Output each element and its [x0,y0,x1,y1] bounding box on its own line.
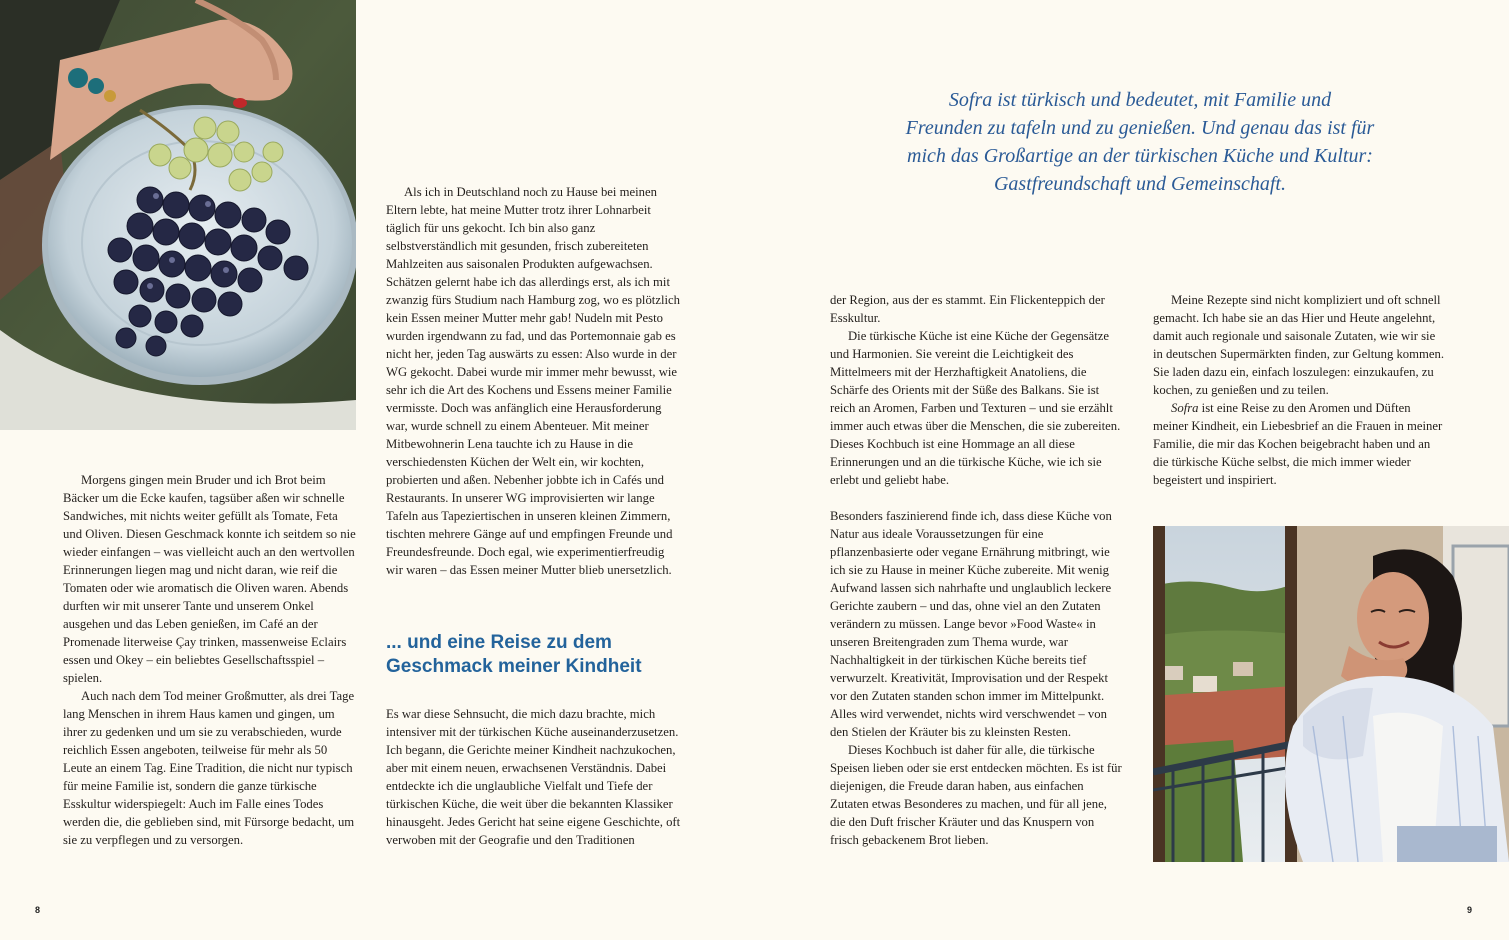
subheading [386,631,686,679]
quote-line: mich das Großartige an der türkischen Küche und Kultur: [907,145,1373,167]
paragraph: Meine Rezepte sind nicht kompliziert und oft schnell gemacht. Ich habe sie an das Hier und Heute angelehnt, damit auch regionale und saisonale Zutaten, wie wir sie in deutschen Supermärkten finden, zur Geltung kommen. Sie laden dazu ein, einfach loszulegen: einzukaufen, zu kochen, zu genießen und zu teilen. [1153,293,1445,397]
paragraph: Dieses Kochbuch ist daher für alle, die türkische Speisen lieben oder sie erst entdecken möchten. Es ist für diejenigen, die Freude daran haben, aus einfachen Zutaten etwas Besonderes zu machen, und für all jene, die den Duft frischer Kräuter und das Knuspern von frisch gebackenem Brot lieben. [830,743,1122,847]
subheading-line: Geschmack meiner Kindheit [386,656,642,677]
paragraph: Auch nach dem Tod meiner Großmutter, als drei Tage lang Menschen in ihrem Haus kamen und gingen, um ihrer zu gedenken und um sie zu verabschieden, wurde reichlich Essen angeboten, teilweise für mehr als 50 Leute an einem Tag. Eine Tradition, die nicht nur typisch für meine Familie ist, sondern die ganze türkische Esskultur widerspiegelt: Auch im Falle eines Todes werden die, die geblieben sind, mit Fürsorge bedacht, um sie zu verpflegen und zu versorgen. [63,689,355,847]
sofra-italic: Sofra [1171,401,1199,415]
quote-line: Freunden zu tafeln und zu genießen. Und genau das ist für [905,117,1375,139]
paragraph: Es war diese Sehnsucht, die mich dazu brachte, mich intensiver mit der türkischen Küche auseinanderzusetzen. Ich begann, die Gerichte meiner Kindheit nachzukochen, aber mit einem neuen, erwachsenen Verständnis. Dabei entdeckte ich die unglaubliche Vielfalt und Tiefe der türkischen Küche, die weit über die bekannten Klassiker hinausgeht. Jedes Gericht hat seine eigene Geschichte, oft verwoben mit der Geografie und den Traditionen [386,707,681,847]
left-column-2-bottom [386,705,681,849]
page-number-left: 8 [35,905,41,915]
paragraph: Als ich in Deutschland noch zu Hause bei meinen Eltern lebte, hat meine Mutter trotz ihrer Lohnarbeit täglich für uns gekocht. Ich bin also ganz selbstverständlich mit gesunden, frisch zubereiteten Mahlzeiten aus saisonalen Produkten aufgewachsen. Schätzen gelernt habe ich das allerdings erst, als ich mit zwanzig fürs Studium nach Hamburg zog, wo es plötzlich kein Essen meiner Mutter mehr gab! Nudeln mit Pesto wurden irgendwann zu fad, und das Portemonnaie gab es nicht her, jeden Tag auswärts zu essen: Also wurde in der WG gekocht. Dabei wurde mir immer mehr bewusst, wie sehr ich die Art des Kochens und Essens meiner Familie vermisste. Doch was anfänglich eine Herausforderung war, wurde schnell zu einem Abenteuer. Mit meiner Mitbewohnerin Lena tauchte ich zu Hause in die verschiedensten Küchen der Welt ein, wir kochten, probierten und aßen. Nebenher jobbte ich in Cafés und Restaurants. In unserer WG improvisierten wir lange Tafeln aus Tapeziertischen in unseren kleinen Zimmern, tischten mehrere Gänge auf und empfingen Freunde und Freundesfreunde. Doch egal, wie experimentierfreudig wir waren – das Essen meiner Mutter blieb unersetzlich. [386,185,680,577]
subheading-line: ... und eine Reise zu dem [386,632,612,653]
paragraph: Die türkische Küche ist eine Küche der Gegensätze und Harmonien. Sie vereint die Leichtigkeit des Mittelmeers mit der Herzhaftigkeit Anatoliens, die Schärfe des Orients mit der Süße des Balkans. Sie ist reich an Aromen, Farben und Texturen – und sie erzählt immer auch etwas über die Menschen, die sie zubereiten. Dieses Kochbuch ist eine Hommage an all diese Erinnerungen und an die türkische Küche, wie ich sie erlebt und geliebt habe. [830,329,1121,487]
paragraph: Morgens gingen mein Bruder und ich Brot beim Bäcker um die Ecke kaufen, tagsüber aßen wir schnelle Sandwiches, mit nichts weiter gefüllt als Tomate, Feta und Oliven. Diesen Geschmack konnte ich seitdem so nie wieder einfangen – was vielleicht auch an den wertvollen Erinnerungen liegen mag und nicht daran, wie reif die Tomaten oder wie aromatisch die Oliven waren. Abends durften wir mit unserer Tante und unserem Onkel ausgehen und das Leben genießen, im Café an der Promenade literweise Çay trinken, massenweise Eclairs essen und Okey – ein beliebtes Gesellschaftsspiel – spielen. [63,473,356,685]
quote-line: Sofra ist türkisch und bedeutet, mit Familie und [948,89,1332,111]
page-number-right: 9 [1467,905,1473,915]
quote-line: Gastfreundschaft und Gemeinschaft. [993,173,1286,195]
right-column-2 [1153,291,1445,489]
left-column-1 [63,471,358,849]
paragraph: der Region, aus der es stammt. Ein Flickenteppich der Esskultur. [830,293,1105,325]
pull-quote [860,86,1420,198]
left-column-2 [386,183,681,579]
grapes-photo [0,0,356,430]
paragraph-text: ist eine Reise zu den Aromen und Düften meiner Kindheit, ein Liebesbrief an die Frauen in meiner Familie, die mir das Kochen beigebracht haben und an die türkische Küche selbst, die mich immer wieder begeistert und inspiriert. [1153,401,1443,487]
right-column-1 [830,291,1122,849]
paragraph: Besonders faszinierend finde ich, dass diese Küche von Natur aus ideale Voraussetzungen für eine pflanzenbasierte oder vegane Ernährung mitbringt, wie ich sie zu Hause in meiner Küche zubereite. Mit wenig Aufwand lassen sich nahrhafte und unglaublich leckere Gerichte zaubern – und das, ohne viel an den Zutaten verändern zu müssen. Lange bevor »Food Waste« in unseren Breitengraden zum Thema wurde, war Nachhaltigkeit in der türkischen Küche bereits tief verwurzelt. Kreativität, Improvisation und der Respekt vor den Zutaten standen schon immer im Mittelpunkt. Alles wird verwendet, nichts wird verschwendet – von den Stielen der Kräuter bis zu kleinsten Resten. [830,509,1112,739]
portrait-photo [1153,526,1509,862]
paragraph [1153,399,1445,489]
